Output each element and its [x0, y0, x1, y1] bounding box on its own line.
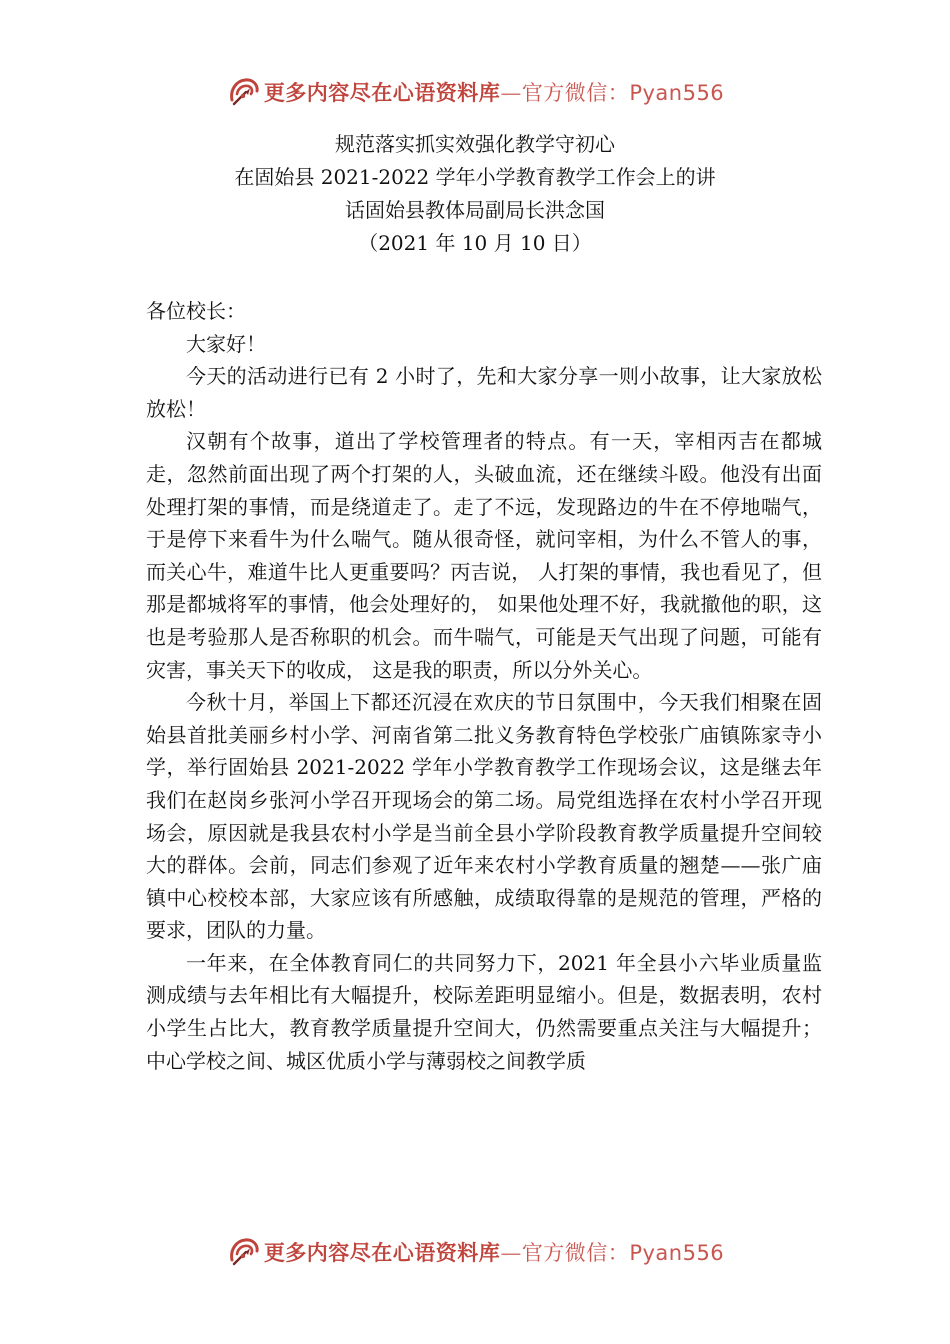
paragraph-1: 今天的活动进行已有 2 小时了，先和大家分享一则小故事，让大家放松放松！ — [146, 364, 822, 421]
title-line-3: 话固始县教体局副局长洪念国 — [345, 198, 605, 222]
banner-main-text: 更多内容尽在心语资料库 — [263, 1241, 501, 1265]
banner-text — [264, 77, 724, 107]
document-title-block — [0, 128, 950, 260]
header-banner — [0, 72, 950, 112]
paragraph-3: 今秋十月，举国上下都还沉浸在欢庆的节日氛围中，今天我们相聚在固始县首批美丽乡村小学、河南省第二批义务教育特色学校张广庙镇陈家寺小学，举行固始县 2021-2022 学年小学教育教学工作现场会议，这是继去年我们在赵岗乡张河小学召开现场会的第二场。局党组选择在农村小学召开现场会，原因就是我县农村小学是当前全县小学阶段教育教学质量提升空间较大的群体。会前，同志们参观了近年来农村小学教育质量的翘楚——张广庙镇中心校校本部，大家应该有所感触，成绩取得靠的是规范的管理，严格的要求，团队的力量。 — [146, 690, 822, 943]
brand-logo-icon — [226, 1234, 262, 1270]
banner-official-label: 官方微信： — [521, 1241, 630, 1265]
title-line-2: 在固始县 2021-2022 学年小学教育教学工作会上的讲 — [234, 165, 716, 189]
banner-official-label: 官方微信： — [521, 81, 630, 105]
document-body — [146, 295, 822, 1077]
salutation: 各位校长： — [146, 299, 246, 323]
paragraph-4: 一年来，在全体教育同仁的共同努力下，2021 年全县小六毕业质量监测成绩与去年相比有大幅提升，校际差距明显缩小。但是，数据表明，农村小学生占比大，教育教学质量提升空间大，仍然需要重点关注与大幅提升；中心学校之间、城区优质小学与薄弱校之间教学质 — [146, 950, 822, 1073]
banner-wechat-id: Pyan556 — [629, 81, 725, 105]
banner-separator: — — [500, 81, 522, 105]
title-line-1: 规范落实抓实效强化教学守初心 — [335, 132, 615, 156]
paragraph-2: 汉朝有个故事，道出了学校管理者的特点。有一天，宰相丙吉在都城走，忽然前面出现了两个打架的人，头破血流，还在继续斗殴。他没有出面处理打架的事情，而是绕道走了。走了不远，发现路边的牛在不停地喘气，于是停下来看牛为什么喘气。随从很奇怪，就问宰相，为什么不管人的事，而关心牛，难道牛比人更重要吗？丙吉说， 人打架的事情，我也看见了，但那是都城将军的事情，他会处理好的， 如果他处理不好，我就撤他的职，这也是考验那人是否称职的机会。而牛喘气，可能是天气出现了问题，可能有灾害，事关天下的收成， 这是我的职责，所以分外关心。 — [146, 429, 822, 682]
greeting: 大家好！ — [186, 331, 266, 356]
title-date: （2021 年 10 月 10 日） — [358, 231, 592, 255]
brand-logo-icon — [226, 74, 262, 110]
banner-separator: — — [500, 1241, 522, 1265]
banner-text — [264, 1237, 724, 1267]
banner-main-text: 更多内容尽在心语资料库 — [263, 81, 501, 105]
footer-banner — [0, 1232, 950, 1272]
banner-wechat-id: Pyan556 — [629, 1241, 725, 1265]
